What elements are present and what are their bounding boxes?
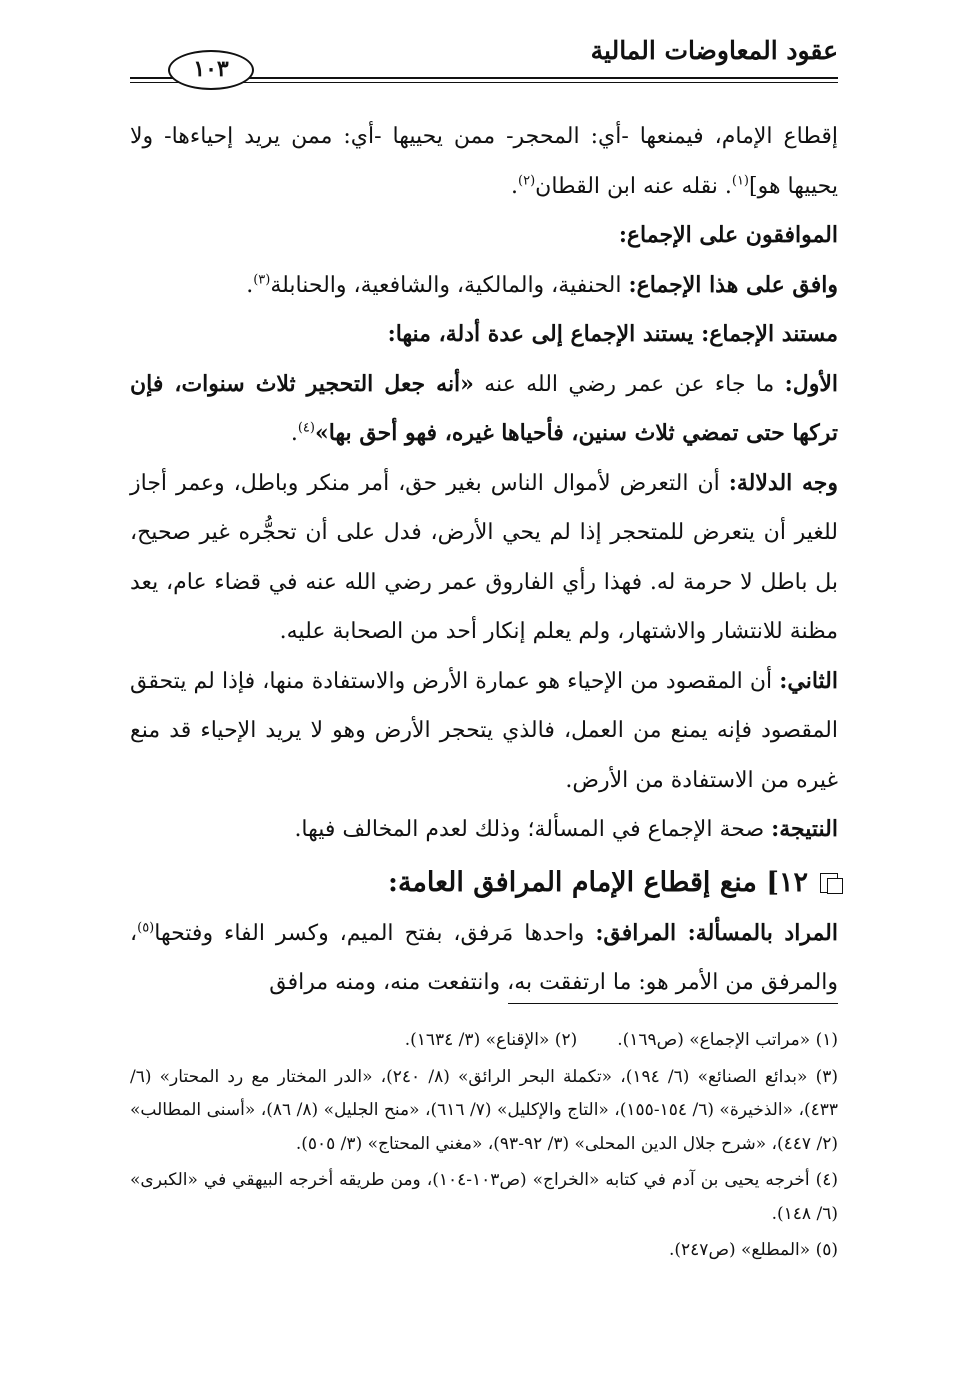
section-title: ١٢] منع إقطاع الإمام المرافق العامة: bbox=[130, 857, 838, 909]
book-title: عقود المعاوضات المالية bbox=[590, 36, 838, 65]
footnote: (٢) «الإقناع» (٣/ ١٦٣٤). bbox=[404, 1030, 578, 1050]
section-icon bbox=[820, 873, 838, 893]
footnote-ref: (٣) bbox=[253, 272, 271, 288]
footnotes bbox=[130, 1024, 838, 1271]
paragraph: الثاني: أن المقصود من الإحياء هو عمارة الأرض والاستفادة منها، فإذا لم يتحقق المقصود فإنه يمنع من العمل، فالذي يتحجر الأرض وهو لا يريد الإحياء قد منع غيره من الاستفادة من الأرض. bbox=[130, 667, 838, 793]
running-header bbox=[130, 30, 838, 90]
page-number: ١٠٣ bbox=[168, 50, 254, 90]
footnote: (٣) «بدائع الصنائع» (٦/ ١٩٤)، «تكملة البحر الرائق» (٨/ ٢٤٠)، «الدر المختار مع رد المحتار» (٦/ ٤٣٣)، «الذخيرة» (٦/ ١٥٤-١٥٥)، «التاج والإكليل» (٧/ ٦١٦)، «منح الجليل» (٨/ ٨٦)، «أسنى المطالب» (٢/ ٤٤٧)، «شرح جلال الدين المحلى» (٣/ ٩٢-٩٣)، «مغني المحتاج» (٣/ ٥٠٥). bbox=[130, 1066, 838, 1154]
footnote: (٥) «المطلع» (ص٢٤٧). bbox=[668, 1240, 838, 1260]
footnote: (١) «مراتب الإجماع» (ص١٦٩). bbox=[617, 1030, 838, 1050]
paragraph: المراد بالمسألة: المرافق: واحدها مَرفق، بفتح الميم، وكسر الفاء وفتحها$^{(٥)}$، والمرفق من الأمر هو: ما ارتفقت به، وانتفعت منه، ومنه مرافق bbox=[130, 919, 838, 995]
paragraph: الأول: ما جاء عن عمر رضي الله عنه «أنه جعل التحجير ثلاث سنوات، فإن تركها حتى تمضي ثلاث سنين، فأحياها غيره، فهو أحق بها»$^{(٤)}$. bbox=[130, 370, 838, 446]
paragraph: وافق على هذا الإجماع: الحنفية، والمالكية، والشافعية، والحنابلة$^{(٣)}$. bbox=[246, 271, 838, 298]
paragraph: إقطاع الإمام، فيمنعها -أي: المحجر- ممن يحييها -أي: ممن يريد إحياءها- ولا يحييها هو]$^{(١)}$. نقله عنه ابن القطان$^{(٢)}$. bbox=[130, 124, 838, 199]
footnote-ref: (٤) bbox=[297, 420, 315, 436]
subheading-basis: مستند الإجماع: يستند الإجماع إلى عدة أدلة، منها: bbox=[387, 321, 838, 347]
footnote-separator bbox=[508, 1003, 838, 1004]
athar-quote: «أنه جعل التحجير ثلاث سنوات، فإن تركها حتى تمضي ثلاث سنين، فأحياها غيره، فهو أحق بها» bbox=[130, 370, 838, 446]
footnote-ref: (٥) bbox=[137, 920, 155, 936]
footnote-ref: (٢) bbox=[518, 173, 536, 189]
paragraph: النتيجة: صحة الإجماع في المسألة؛ وذلك لعدم المخالف فيها. bbox=[294, 816, 838, 842]
footnote-ref: (١) bbox=[731, 173, 749, 189]
subheading-agreeing: الموافقون على الإجماع: bbox=[618, 222, 838, 248]
main-text bbox=[130, 112, 838, 1008]
footnote: (٤) أخرجه يحيى بن آدم في كتابه «الخراج» (ص١٠٣-١٠٤)، ومن طريقه أخرجه البيهقي في «الكبرى» (٦/ ١٤٨). bbox=[130, 1170, 838, 1224]
paragraph: وجه الدلالة: أن التعرض لأموال الناس بغير حق، أمر منكر وباطل، وعمر أجاز للغير أن يتعرض للمتحجر إذا لم يحي الأرض، فدل على أن تحجُّره غير صحيح، بل باطل لا حرمة له. فهذا رأي الفاروق عمر رضي الله عنه في قضاء عام، يعد مظنة للانتشار والاشتهار، ولم يعلم إنكار أحد من الصحابة عليه. bbox=[130, 469, 838, 644]
